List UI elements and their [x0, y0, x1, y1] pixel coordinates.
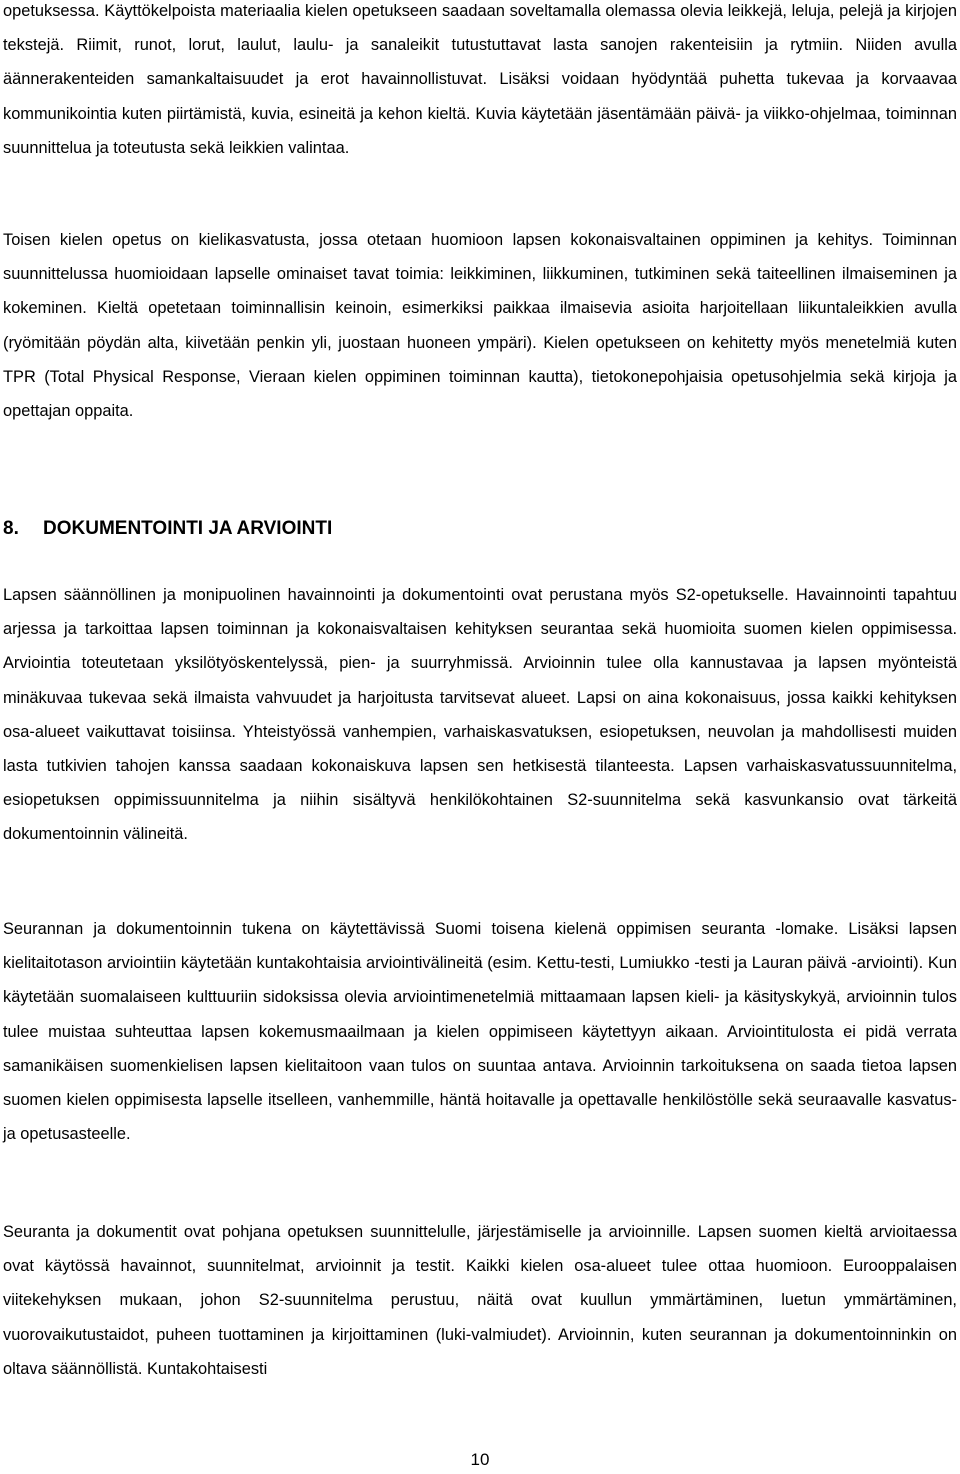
- paragraph-observation: Lapsen säännöllinen ja monipuolinen havainnointi ja dokumentointi ovat perustana myös S2-opetukselle. Havainnointi tapahtuu arjessa ja tarkoittaa lapsen toiminnan ja kokonaisvaltaisen kehityksen seurantaa sekä huomioita suomen kielen oppimisessa. Arviointia toteutetaan yksilötyöskentelyssä, pien- ja suurryhmissä. Arvioinnin tulee olla kannustavaa ja lapsen myönteistä minäkuvaa tukevaa sekä ilmaista vahvuudet ja harjoitusta tarvitsevat alueet. Lapsi on aina kokonaisuus, jossa kaikki kehityksen osa-alueet vaikuttavat toisiinsa. Yhteistyössä vanhempien, varhaiskasvatuksen, esiopetuksen, neuvolan ja mahdollisesti muiden lasta tutkivien tahojen kanssa saadaan kokonaiskuva lapsen sen hetkisestä tilanteesta. Lapsen varhaiskasvatussuunnitelma, esiopetuksen oppimissuunnitelma ja niihin sisältyvä henkilökohtainen S2-suunnitelma sekä kasvunkansio ovat tärkeitä dokumentoinnin välineitä.: [3, 586, 957, 844]
- section-heading: [3, 512, 332, 546]
- section-number: 8.: [3, 518, 19, 539]
- paragraph-teaching-materials: opetuksessa. Käyttökelpoista materiaalia kielen opetukseen saadaan soveltamalla olemassa olevia leikkejä, leluja, pelejä ja kirjojen tekstejä. Riimit, runot, lorut, laulut, laulu- ja sanaleikit tutustuttavat lasta sanojen rakenteisiin ja rytmiin. Niiden avulla äännerakenteiden samankaltaisuudet ja erot havainnollistuvat. Lisäksi voidaan hyödyntää puhetta tukevaa ja korvaavaa kommunikointia kuten piirtämistä, kuvia, esineitä ja kehon kieltä. Kuvia käytetään jäsentämään päivä- ja viikko-ohjelmaa, toiminnan suunnittelua ja toteutusta sekä leikkien valintaa.: [3, 2, 957, 157]
- paragraph-planning-basis: Seuranta ja dokumentit ovat pohjana opetuksen suunnittelulle, järjestämiselle ja arvioinnille. Lapsen suomen kieltä arvioitaessa ovat käytössä havainnot, suunnitelmat, arvioinnit ja testit. Kaikki kielen osa-alueet tulee ottaa huomioon. Eurooppalaisen viitekehyksen mukaan, johon S2-suunnitelma perustuu, näitä ovat kuullun ymmärtäminen, luetun ymmärtäminen, vuorovaikutustaidot, puheen tuottaminen ja kirjoittaminen (luki-valmiudet). Arvioinnin, kuten seurannan ja dokumentoinninkin on oltava säännöllistä. Kuntakohtaisesti: [3, 1223, 957, 1378]
- paragraph-assessment-tools: Seurannan ja dokumentoinnin tukena on käytettävissä Suomi toisena kielenä oppimisen seuranta -lomake. Lisäksi lapsen kielitaitotason arviointiin käytetään kuntakohtaisia arviointivälineitä (esim. Kettu-testi, Lumiukko -testi ja Lauran päivä -arviointi). Kun käytetään suomalaiseen kulttuuriin sidoksissa olevia arviointimenetelmiä mittaamaan lapsen kieli- ja käsityskykyä, arvioinnin tulos tulee muistaa suhteuttaa lapsen kokemusmaailmaan ja kielen oppimiseen käytettyyn aikaan. Arviointitulosta ei pidä verrata samanikäisen suomenkielisen lapsen kielitaitoon vaan tulos on suuntaa antava. Arvioinnin tarkoituksena on saada tietoa lapsen suomen kielen oppimisesta lapselle itselleen, vanhemmille, häntä hoitavalle ja opettavalle henkilöstölle sekä seuraavalle kasvatus- ja opetusasteelle.: [3, 920, 957, 1144]
- paragraph-second-language-teaching: Toisen kielen opetus on kielikasvatusta, jossa otetaan huomioon lapsen kokonaisvaltainen oppiminen ja kehitys. Toiminnan suunnittelussa huomioidaan lapselle ominaiset tavat toimia: leikkiminen, liikkuminen, tutkiminen sekä taiteellinen ilmaiseminen ja kokeminen. Kieltä opetetaan toiminnallisin keinoin, esimerkiksi paikkaa ilmaisevia asioita harjoitellaan liikuntaleikkien avulla (ryömitään pöydän alta, kiivetään penkin yli, juostaan huoneen ympäri). Kielen opetukseen on kehitetty myös menetelmiä kuten TPR (Total Physical Response, Vieraan kielen oppiminen toiminnan kautta), tietokonepohjaisia opetusohjelmia sekä kirjoja ja opettajan oppaita.: [3, 231, 957, 421]
- section-title: DOKUMENTOINTI JA ARVIOINTI: [43, 518, 333, 539]
- page-number: 10: [470, 1450, 490, 1469]
